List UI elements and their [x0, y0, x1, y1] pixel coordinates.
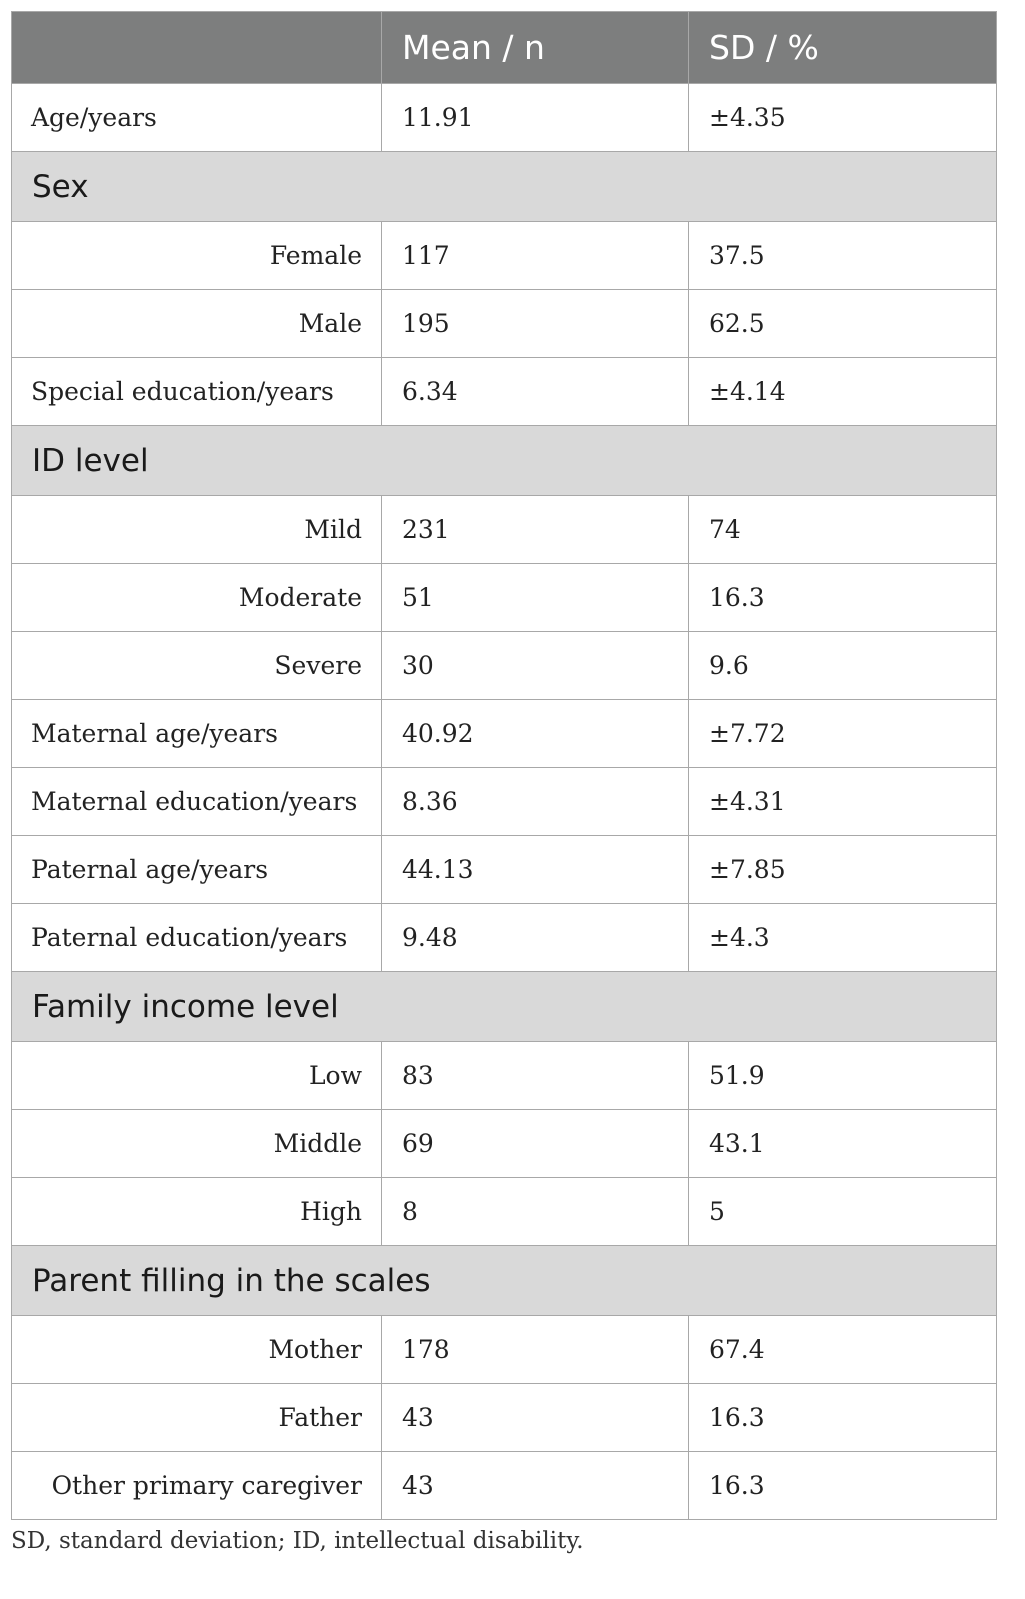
subcategory-label: Mother — [12, 1316, 382, 1384]
table-body — [12, 84, 997, 1520]
mean-n-value: 8.36 — [382, 768, 689, 836]
subcategory-label: Father — [12, 1384, 382, 1452]
sd-percent-value: ±4.3 — [689, 904, 997, 972]
sd-percent-value: 62.5 — [689, 290, 997, 358]
mean-n-value: 6.34 — [382, 358, 689, 426]
sd-percent-value: ±4.31 — [689, 768, 997, 836]
section-header-row — [12, 152, 997, 222]
sd-percent-value: 67.4 — [689, 1316, 997, 1384]
mean-n-value: 69 — [382, 1110, 689, 1178]
subcategory-label: Moderate — [12, 564, 382, 632]
variable-row — [12, 836, 997, 904]
mean-n-value: 11.91 — [382, 84, 689, 152]
subcategory-label: Severe — [12, 632, 382, 700]
section-header-row — [12, 1246, 997, 1316]
variable-label: Maternal education/years — [12, 768, 382, 836]
mean-n-value: 40.92 — [382, 700, 689, 768]
variable-row — [12, 358, 997, 426]
section-header-label: Parent filling in the scales — [12, 1246, 997, 1316]
sd-percent-value: ±4.35 — [689, 84, 997, 152]
subcategory-row — [12, 1316, 997, 1384]
header-cell-label — [12, 12, 382, 84]
mean-n-value: 83 — [382, 1042, 689, 1110]
subcategory-row — [12, 1384, 997, 1452]
sd-percent-value: 43.1 — [689, 1110, 997, 1178]
mean-n-value: 43 — [382, 1384, 689, 1452]
variable-label: Paternal age/years — [12, 836, 382, 904]
sd-percent-value: 5 — [689, 1178, 997, 1246]
table-header — [12, 12, 997, 84]
subcategory-label: Male — [12, 290, 382, 358]
mean-n-value: 51 — [382, 564, 689, 632]
sd-percent-value: 16.3 — [689, 564, 997, 632]
sd-percent-value: ±7.72 — [689, 700, 997, 768]
subcategory-label: High — [12, 1178, 382, 1246]
subcategory-label: Mild — [12, 496, 382, 564]
subcategory-row — [12, 1178, 997, 1246]
sd-percent-value: 37.5 — [689, 222, 997, 290]
sd-percent-value: ±7.85 — [689, 836, 997, 904]
section-header-row — [12, 426, 997, 496]
header-row — [12, 12, 997, 84]
mean-n-value: 9.48 — [382, 904, 689, 972]
mean-n-value: 43 — [382, 1452, 689, 1520]
header-cell-sd-percent: SD / % — [689, 12, 997, 84]
demographics-table-container — [11, 11, 996, 1520]
subcategory-label: Middle — [12, 1110, 382, 1178]
subcategory-row — [12, 290, 997, 358]
mean-n-value: 195 — [382, 290, 689, 358]
mean-n-value: 231 — [382, 496, 689, 564]
variable-label: Maternal age/years — [12, 700, 382, 768]
section-header-label: Family income level — [12, 972, 997, 1042]
sd-percent-value: 16.3 — [689, 1384, 997, 1452]
subcategory-label: Female — [12, 222, 382, 290]
header-cell-mean-n: Mean / n — [382, 12, 689, 84]
mean-n-value: 44.13 — [382, 836, 689, 904]
mean-n-value: 117 — [382, 222, 689, 290]
subcategory-label: Low — [12, 1042, 382, 1110]
subcategory-row — [12, 496, 997, 564]
subcategory-row — [12, 564, 997, 632]
subcategory-row — [12, 632, 997, 700]
variable-row — [12, 700, 997, 768]
section-header-label: Sex — [12, 152, 997, 222]
variable-label: Age/years — [12, 84, 382, 152]
sd-percent-value: ±4.14 — [689, 358, 997, 426]
mean-n-value: 178 — [382, 1316, 689, 1384]
variable-label: Special education/years — [12, 358, 382, 426]
demographics-table — [11, 11, 997, 1520]
subcategory-row — [12, 1110, 997, 1178]
subcategory-label: Other primary caregiver — [12, 1452, 382, 1520]
variable-row — [12, 84, 997, 152]
variable-row — [12, 768, 997, 836]
subcategory-row — [12, 222, 997, 290]
mean-n-value: 8 — [382, 1178, 689, 1246]
sd-percent-value: 9.6 — [689, 632, 997, 700]
section-header-row — [12, 972, 997, 1042]
subcategory-row — [12, 1452, 997, 1520]
section-header-label: ID level — [12, 426, 997, 496]
sd-percent-value: 16.3 — [689, 1452, 997, 1520]
sd-percent-value: 51.9 — [689, 1042, 997, 1110]
sd-percent-value: 74 — [689, 496, 997, 564]
variable-label: Paternal education/years — [12, 904, 382, 972]
table-footnote: SD, standard deviation; ID, intellectual disability. — [11, 1528, 584, 1554]
subcategory-row — [12, 1042, 997, 1110]
variable-row — [12, 904, 997, 972]
mean-n-value: 30 — [382, 632, 689, 700]
